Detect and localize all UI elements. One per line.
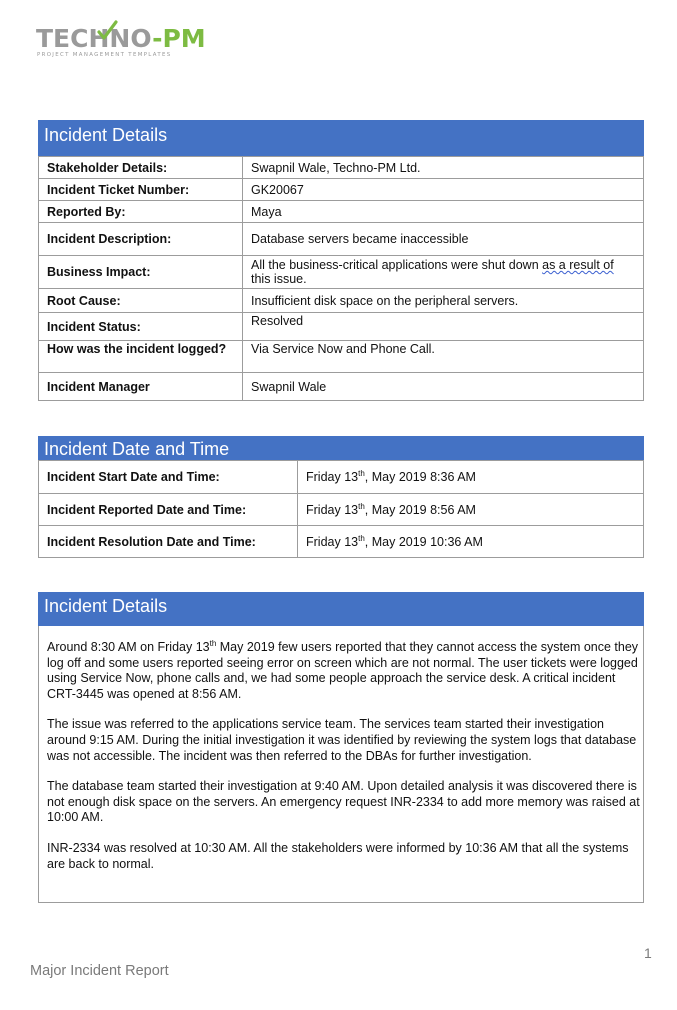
paragraph-text: Around 8:30 AM on Friday 13	[47, 640, 210, 654]
row-label: Incident Manager	[39, 373, 243, 401]
row-value: GK20067	[243, 179, 644, 201]
date-rest: , May 2019 8:36 AM	[364, 470, 476, 484]
row-label: Root Cause:	[39, 289, 243, 313]
row-label: Incident Start Date and Time:	[39, 461, 298, 494]
page-number: 1	[644, 945, 652, 961]
date-day: Friday 13	[306, 502, 359, 517]
table-row	[39, 494, 644, 526]
narrative-body	[38, 626, 644, 903]
table-row	[39, 201, 644, 223]
row-value	[298, 526, 644, 558]
table-row	[39, 289, 644, 313]
table-row	[39, 256, 644, 289]
table-row	[39, 313, 644, 341]
section-title: Incident Details	[38, 120, 644, 156]
section-title: Incident Details	[38, 592, 644, 626]
logo-text-accent: -PM	[152, 24, 206, 53]
row-label: Incident Ticket Number:	[39, 179, 243, 201]
narrative-paragraph: INR-2334 was resolved at 10:30 AM. All the stakeholders were informed by 10:36 AM that all the systems are back to normal.	[47, 840, 629, 871]
footer-document-title: Major Incident Report	[30, 963, 169, 979]
logo-text-part: H	[88, 24, 110, 53]
incident-narrative-section	[38, 592, 644, 903]
row-label: Incident Resolution Date and Time:	[39, 526, 298, 558]
row-value: Resolved	[243, 313, 644, 341]
logo-text-part: TEC	[36, 24, 89, 53]
date-day: Friday 13	[306, 534, 359, 549]
row-value: Swapnil Wale	[243, 373, 644, 401]
narrative-paragraph	[47, 640, 643, 702]
row-value: Database servers became inaccessible	[243, 223, 644, 256]
ordinal-suffix: th	[209, 638, 217, 648]
row-value	[298, 494, 644, 526]
row-label: Incident Description:	[39, 223, 243, 256]
row-value	[243, 256, 644, 289]
company-logo	[36, 24, 206, 64]
grammar-marked-text: as a result of	[542, 258, 614, 272]
row-label: Stakeholder Details:	[39, 157, 243, 179]
narrative-paragraph: The database team started their investigation at 9:40 AM. Upon detailed analysis it was discovered there is not enough disk space on the servers. An emergency request INR-2334 to add more memory was raised at 10:00 AM.	[47, 779, 640, 825]
row-label: Incident Status:	[39, 313, 243, 341]
row-value: Via Service Now and Phone Call.	[243, 341, 644, 373]
value-text: this issue.	[251, 272, 307, 286]
logo-tagline: PROJECT MANAGEMENT TEMPLATES	[37, 52, 172, 58]
narrative-paragraph: The issue was referred to the applications service team. The services team started their investigation around 9:15 AM. During the initial investigation it was identified by reviewing the system logs that database was not accessible. The incident was then referred to the DBAs for further investigation.	[47, 717, 637, 763]
row-value: Insufficient disk space on the peripheral servers.	[243, 289, 644, 313]
ordinal-suffix: th	[358, 501, 365, 511]
table-row	[39, 157, 644, 179]
section-title: Incident Date and Time	[38, 436, 644, 460]
paragraph-text: May 2019 few users reported that they cannot access the system once they log off and some users reported seeing error on screen which are not normal. The user tickets were logged using Service Now, phone calls and, we had some people approach the service desk. A critical incident CRT-3445 was opened at 8:56 AM.	[47, 640, 639, 701]
table-row	[39, 373, 644, 401]
row-label: Incident Reported Date and Time:	[39, 494, 298, 526]
table-row	[39, 179, 644, 201]
row-label: Reported By:	[39, 201, 243, 223]
date-day: Friday 13	[306, 470, 359, 484]
logo-text-part: NO	[109, 24, 153, 53]
date-rest: , May 2019 10:36 AM	[364, 534, 483, 549]
row-value: Maya	[243, 201, 644, 223]
table-row	[39, 341, 644, 373]
date-rest: , May 2019 8:56 AM	[364, 502, 476, 517]
row-label: Business Impact:	[39, 256, 243, 289]
table-row	[39, 223, 644, 256]
table-row	[39, 461, 644, 494]
checkmark-icon	[96, 20, 118, 42]
incident-details-table	[38, 156, 644, 401]
value-text: All the business-critical applications were shut down	[251, 258, 543, 272]
incident-details-section	[38, 120, 644, 401]
ordinal-suffix: th	[358, 468, 365, 478]
incident-dates-table	[38, 460, 644, 558]
ordinal-suffix: th	[358, 533, 365, 543]
row-value: Swapnil Wale, Techno-PM Ltd.	[243, 157, 644, 179]
row-label: How was the incident logged?	[39, 341, 243, 373]
incident-dates-section	[38, 436, 644, 558]
table-row	[39, 526, 644, 558]
row-value	[298, 461, 644, 494]
